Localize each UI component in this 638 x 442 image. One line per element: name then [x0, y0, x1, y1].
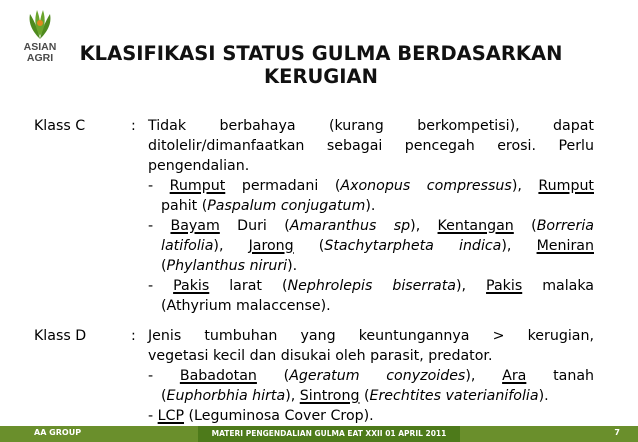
weed-name: Bayam	[170, 218, 220, 234]
logo-text-asian: ASIAN	[23, 41, 57, 53]
text: ),	[213, 238, 249, 254]
text: (	[161, 258, 167, 274]
klass-c-item-2-line-2	[148, 236, 594, 256]
text: (	[256, 368, 290, 384]
company-logo	[14, 6, 66, 64]
species-name: latifolia	[161, 238, 214, 254]
text: ).	[365, 198, 376, 214]
species-name: Phylanthus niruri	[166, 258, 288, 274]
weed-name: Meniran	[536, 238, 594, 254]
logo-text-agri: AGRI	[26, 52, 54, 64]
text: ),	[410, 218, 438, 234]
weed-name: Kentangan	[437, 218, 514, 234]
klass-d-intro-line-1: Jenis tumbuhan yang keuntungannya > kerugian,	[148, 328, 594, 344]
text: ),	[465, 368, 503, 384]
species-name: Nephrolepis biserrata	[287, 278, 457, 294]
bullet-dash: -	[148, 278, 174, 294]
footer-group-label: AA GROUP	[34, 428, 82, 437]
klass-d-label: Klass D	[34, 328, 87, 344]
text: ).	[538, 388, 549, 404]
page-number: 7	[614, 428, 620, 437]
klass-d-intro-line-2: vegetasi kecil dan disukai oleh parasit, predator.	[148, 348, 493, 364]
bullet-dash: -	[148, 178, 170, 194]
klass-d-colon: :	[131, 328, 136, 344]
klass-d-item-1-line-2	[148, 386, 594, 406]
text: ),	[285, 388, 300, 404]
text: (	[293, 238, 325, 254]
weed-name: Jarong	[248, 238, 294, 254]
text: ).	[287, 258, 298, 274]
text: tanah	[526, 368, 595, 384]
species-name: Borreria	[536, 218, 594, 234]
text: permadani (	[225, 178, 341, 194]
weed-name: Rumput	[169, 178, 226, 194]
species-name: Axonopus compressus	[340, 178, 512, 194]
klass-d-item-2-line-1	[148, 406, 594, 426]
klass-d-item-1-line-1	[148, 366, 594, 386]
species-name: Stachytarpheta indica	[324, 238, 502, 254]
text: (Leguminosa Cover Crop).	[184, 408, 374, 424]
weed-name: Pakis	[173, 278, 210, 294]
klass-c-intro-line-3: pengendalian.	[148, 158, 250, 174]
klass-d-description	[148, 326, 594, 426]
text: (	[359, 388, 370, 404]
species-name: Euphorbhia hirta	[166, 388, 286, 404]
klass-c-item-2-line-1	[148, 216, 594, 236]
bullet-dash: -	[148, 408, 158, 424]
klass-c-colon: :	[131, 118, 136, 134]
text: malaka	[522, 278, 595, 294]
text: (	[513, 218, 537, 234]
leaf-emblem-icon	[23, 6, 57, 42]
klass-c-label: Klass C	[34, 118, 86, 134]
weed-name: Sintrong	[299, 388, 360, 404]
weed-name: Babadotan	[179, 368, 257, 384]
klass-c-intro-line-1: Tidak berbahaya (kurang berkompetisi), dapat	[148, 118, 594, 134]
klass-c-item-1-line-1	[148, 176, 594, 196]
slide-title	[62, 42, 580, 88]
weed-name: Ara	[502, 368, 527, 384]
klass-c-item-3-line-1	[148, 276, 594, 296]
klass-c-description	[148, 116, 594, 316]
klass-c-item-1-line-2	[148, 196, 594, 216]
weed-name: Rumput	[538, 178, 594, 194]
text: (	[161, 388, 167, 404]
text: ),	[501, 238, 537, 254]
text: Duri (	[219, 218, 290, 234]
species-name: Amaranthus sp	[289, 218, 411, 234]
text: ),	[511, 178, 539, 194]
klass-c-intro-line-2: ditolelir/dimanfaatkan sebagai pencegah erosi. Perlu	[148, 138, 594, 154]
text: pahit (	[161, 198, 208, 214]
klass-c-item-3-line-2: (Athyrium malaccense).	[161, 298, 331, 314]
text: ),	[456, 278, 487, 294]
bullet-dash: -	[148, 368, 180, 384]
text: larat (	[209, 278, 288, 294]
weed-name: Pakis	[486, 278, 523, 294]
slide-title-line-2: KERUGIAN	[264, 65, 378, 88]
species-name: Paspalum conjugatum	[207, 198, 366, 214]
weed-name: LCP	[157, 408, 185, 424]
footer-center-caption: MATERI PENGENDALIAN GULMA EAT XXII 01 APRIL 2011	[198, 426, 460, 442]
slide-title-line-1: KLASIFIKASI STATUS GULMA BERDASARKAN	[79, 42, 563, 65]
footer-bar	[0, 426, 638, 442]
bullet-dash: -	[148, 218, 171, 234]
klass-c-item-2-line-3	[148, 256, 594, 276]
species-name: Ageratum conyzoides	[289, 368, 466, 384]
species-name: Erechtites vaterianifolia	[369, 388, 539, 404]
